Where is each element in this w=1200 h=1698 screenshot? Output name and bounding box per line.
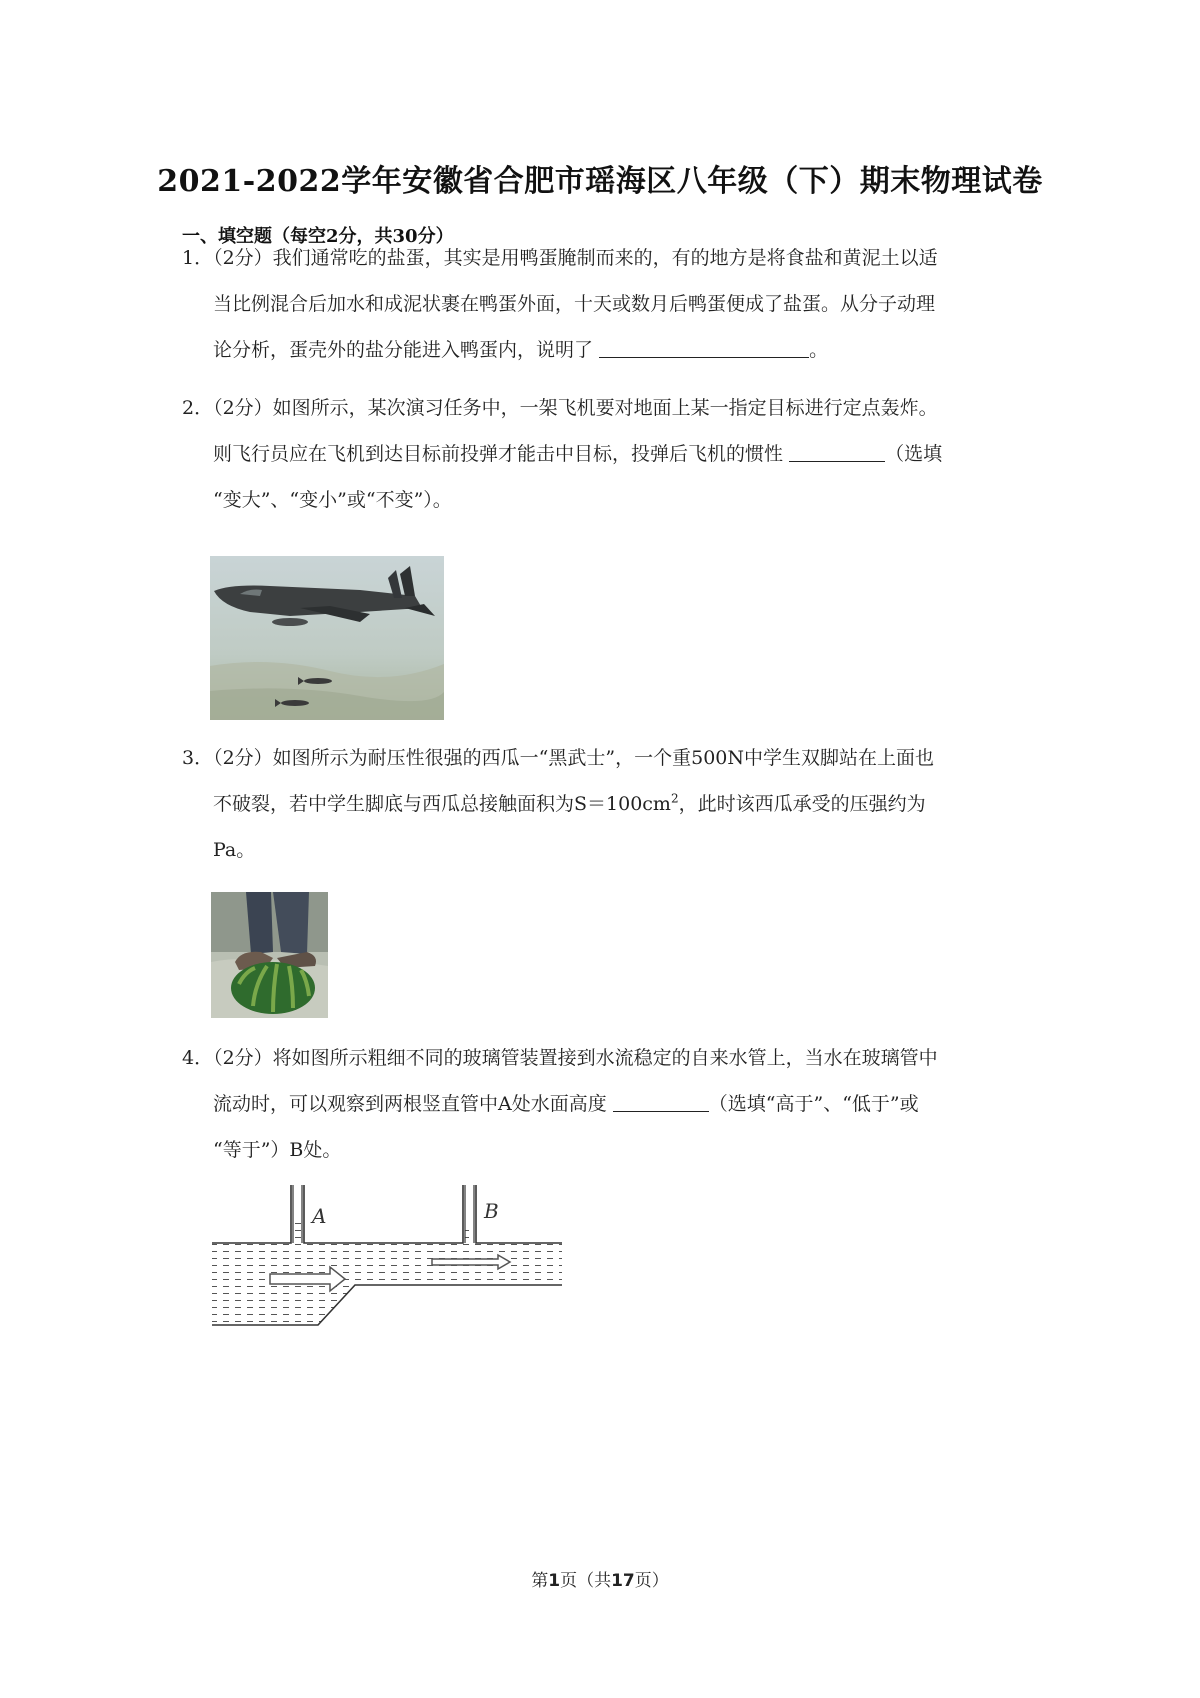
- question-3-line-3: Pa。: [213, 839, 256, 861]
- question-number: 4．: [182, 1047, 214, 1069]
- footer-text: 页）: [634, 1571, 669, 1591]
- question-1-line-3: [182, 327, 1027, 373]
- question-4-line-2: [182, 1081, 1027, 1127]
- question-text: （2分）将如图所示粗细不同的玻璃管装置接到水流稳定的自来水管上，当水在玻璃管中: [213, 1047, 938, 1069]
- question-2-line-1: [182, 385, 1027, 431]
- page-footer: [0, 1566, 1200, 1591]
- question-number: 3．: [182, 747, 214, 769]
- question-4-line-3: “等于”）B处。: [213, 1139, 342, 1161]
- question-3-line-2: [182, 781, 1027, 827]
- question-2: [182, 385, 1027, 523]
- question-1-line-2: 当比例混合后加水和成泥状裹在鸭蛋外面，十天或数月后鸭蛋便成了盐蛋。从分子动理: [213, 293, 936, 315]
- question-text: 论分析，蛋壳外的盐分能进入鸭蛋内，说明了: [213, 339, 594, 361]
- question-text: 不破裂，若中学生脚底与西瓜总接触面积为S＝100cm: [213, 793, 671, 815]
- question-text: （2分）如图所示为耐压性很强的西瓜一“黑武士”，一个重500N中学生双脚站在上面也: [213, 747, 935, 769]
- superscript: 2: [670, 791, 679, 806]
- glass-pipe-diagram: [210, 1185, 570, 1331]
- question-3-line-1: [182, 735, 1027, 781]
- question-3: [182, 735, 1027, 873]
- footer-text: 第: [531, 1571, 549, 1591]
- question-4-line-1: [182, 1035, 1027, 1081]
- question-text: 。: [809, 339, 829, 361]
- question-2-line-3: “变大”、“变小”或“不变”）。: [213, 489, 452, 511]
- tube-label-b: B: [484, 1199, 499, 1223]
- question-text: 流动时，可以观察到两根竖直管中A处水面高度: [213, 1093, 607, 1115]
- answer-blank[interactable]: [789, 441, 885, 462]
- answer-blank[interactable]: [599, 337, 809, 358]
- jet-bombing-photo: [210, 556, 444, 720]
- section-heading: 一、填空题（每空2分，共30分）: [182, 226, 454, 247]
- question-text: （选填: [885, 443, 943, 465]
- question-number: 2．: [182, 397, 214, 419]
- question-2-line-2: [182, 431, 1027, 477]
- footer-total-pages: 17: [611, 1571, 635, 1591]
- question-number: 1．: [182, 247, 214, 269]
- question-4: [182, 1035, 1027, 1173]
- footer-text: 页（共: [560, 1571, 612, 1591]
- answer-blank[interactable]: [613, 1091, 709, 1112]
- watermelon-photo: [211, 892, 328, 1018]
- question-1: [182, 235, 1027, 373]
- question-text: （选填“高于”、“低于”或: [708, 1093, 919, 1115]
- page-title: 2021-2022学年安徽省合肥市瑶海区八年级（下）期末物理试卷: [157, 164, 1043, 199]
- question-1-line-1: [182, 235, 1027, 281]
- tube-label-a: A: [312, 1204, 327, 1228]
- question-text: （2分）如图所示，某次演习任务中，一架飞机要对地面上某一指定目标进行定点轰炸。: [213, 397, 938, 419]
- footer-page-number: 1: [548, 1571, 561, 1591]
- question-text: ，此时该西瓜承受的压强约为: [678, 793, 926, 815]
- question-text: （2分）我们通常吃的盐蛋，其实是用鸭蛋腌制而来的，有的地方是将食盐和黄泥土以适: [213, 247, 938, 269]
- question-text: 则飞行员应在飞机到达目标前投弹才能击中目标，投弹后飞机的惯性: [213, 443, 784, 465]
